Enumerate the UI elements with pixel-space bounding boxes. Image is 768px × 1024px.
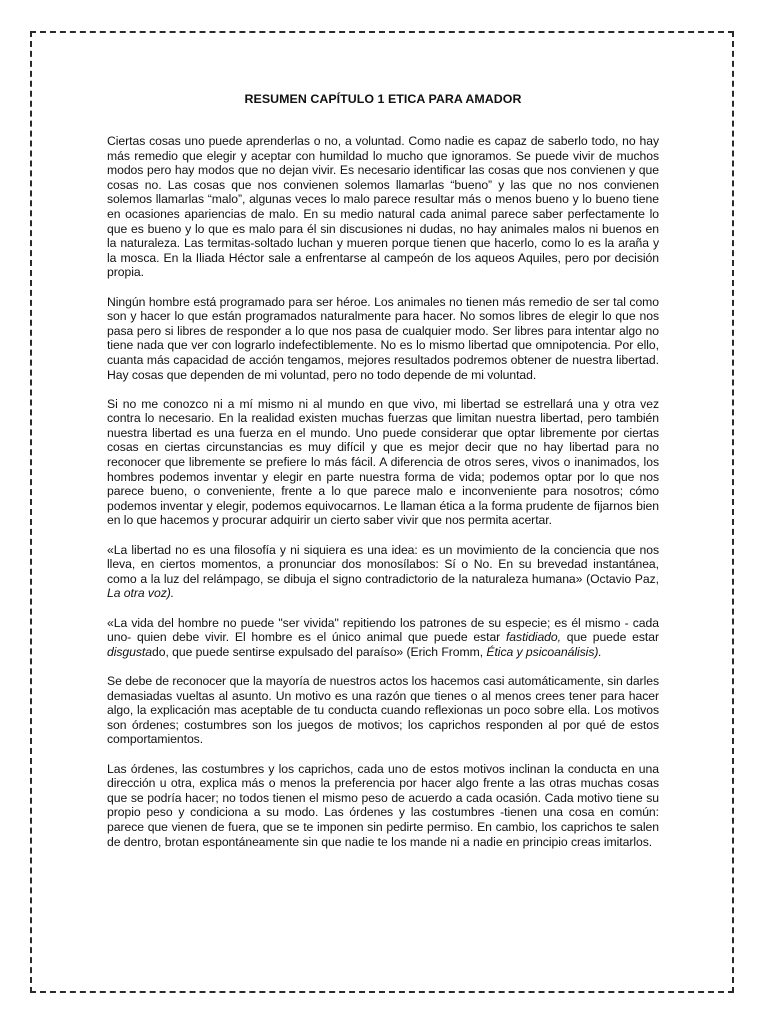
text-run: que puede estar xyxy=(560,630,659,645)
document-body xyxy=(107,92,659,864)
paragraph xyxy=(107,674,659,747)
text-run: Ningún hombre está programado para ser héroe. Los animales no tienen más remedio de ser tal como son y hacer lo que están programados naturalmente para hacer. No somos libres de elegir lo que nos pasa pero si libres de responder a lo que nos pasa de cualquier modo. Ser libres para intentar algo no tiene nada que ver con lograrlo indefectiblemente. No es lo mismo libertad que omnipotencia. Por ello, cuanta más capacidad de acción tengamos, mejores resultados podremos obtener de nuestra libertad. Hay cosas que dependen de mi voluntad, pero no todo depende de mi voluntad. xyxy=(107,294,659,382)
text-run: «La vida del hombre no puede "ser vivida" repitiendo los patrones de su especie; es él mismo - cada uno- quien debe vivir. El hombre es el único animal que puede estar xyxy=(107,615,659,645)
text-run: Ciertas cosas uno puede aprenderlas o no, a voluntad. Como nadie es capaz de saberlo todo, no hay más remedio que elegir y aceptar con humildad lo mucho que ignoramos. Se puede vivir de muchos modos pero hay modos que no dejan vivir. Es necesario identificar las cosas que nos convienen y que cosas no. Las cosas que nos convienen solemos llamarlas “bueno” y las que no nos convienen solemos llamarlas “malo”, algunas veces lo malo parece resultar más o menos bueno y lo bueno tiene en ocasiones apariencias de malo. En su medio natural cada animal parece saber perfectamente lo que es bueno y lo que es malo para él sin discusiones ni dudas, no hay animales malos ni buenos en la naturaleza. Las termitas-soltado luchan y mueren porque tienen que hacerlo, como lo es la araña y la mosca. En la Iliada Héctor sale a enfrentarse al campeón de los aqueos Aquiles, pero por decisión propia. xyxy=(107,134,659,280)
paragraph-list xyxy=(107,134,659,849)
italic-run: fastidiado, xyxy=(505,630,561,645)
text-run: Si no me conozco ni a mí mismo ni al mundo en que vivo, mi libertad se estrellará una y otra vez contra lo necesario. En la realidad existen muchas fuerzas que limitan nuestra libertad, pero también nuestra libertad es una fuerza en el mundo. Uno puede considerar que optar libremente por ciertas cosas en ciertas circunstancias es muy difícil y que es mejor decir que no hay libertad para no reconocer que libremente se prefiere lo más fácil. A diferencia de otros seres, vivos o inanimados, los hombres podemos inventar y elegir en parte nuestra forma de vida; podemos optar por lo que nos parece bueno, o conveniente, frente a lo que parece malo e inconveniente para nosotros; cómo podemos inventar y elegir, podemos equivocarnos. Le llaman ética a la forma prudente de fijarnos bien en lo que hacemos y procurar adquirir un cierto saber vivir que nos permita acertar. xyxy=(107,396,659,528)
paragraph xyxy=(107,134,659,280)
text-run: Las órdenes, las costumbres y los caprichos, cada uno de estos motivos inclinan la conducta en una dirección u otra, explica más o menos la preferencia por hacer algo frente a las otras muchas cosas que se podría hacer; no todos tienen el mismo peso de acuerdo a cada ocasión. Cada motivo tiene su propio peso y condiciona a su modo. Las órdenes y las costumbres -tienen una cosa en común: parece que vienen de fuera, que se te imponen sin pedirte permiso. En cambio, los caprichos te salen de dentro, brotan espontáneamente sin que nadie te los mande ni a nadie en principio creas imitarlos. xyxy=(107,761,659,849)
document-title: RESUMEN CAPÍTULO 1 ETICA PARA AMADOR xyxy=(244,92,522,106)
paragraph xyxy=(107,616,659,660)
paragraph xyxy=(107,762,659,850)
italic-run: Ética y psicoanálisis). xyxy=(486,644,602,659)
paragraph xyxy=(107,543,659,601)
italic-run: La otra voz). xyxy=(107,586,175,601)
italic-run: disgusta xyxy=(107,644,152,659)
text-run: «La libertad no es una filosofía y ni siquiera es una idea: es un movimiento de la conciencia que nos lleva, en ciertos momentos, a pronunciar dos monosílabos: Sí o No. En su brevedad instantánea, como a la luz del relámpago, se dibuja el signo contradictorio de la naturaleza humana» (Octavio Paz, xyxy=(107,542,659,586)
paragraph xyxy=(107,397,659,528)
paragraph xyxy=(107,295,659,383)
text-run: do, que puede sentirse expulsado del paraíso» (Erich Fromm, xyxy=(152,644,487,659)
text-run: Se debe de reconocer que la mayoría de nuestros actos los hacemos casi automáticamente, sin darles demasiadas vueltas al asunto. Un motivo es una razón que tienes o al menos crees tener para hacer algo, la explicación mas aceptable de tu conducta cuando reflexionas un poco sobre ella. Los motivos son órdenes; costumbres son los juegos de motivos; los caprichos responden al por qué de estos comportamientos. xyxy=(107,673,659,747)
